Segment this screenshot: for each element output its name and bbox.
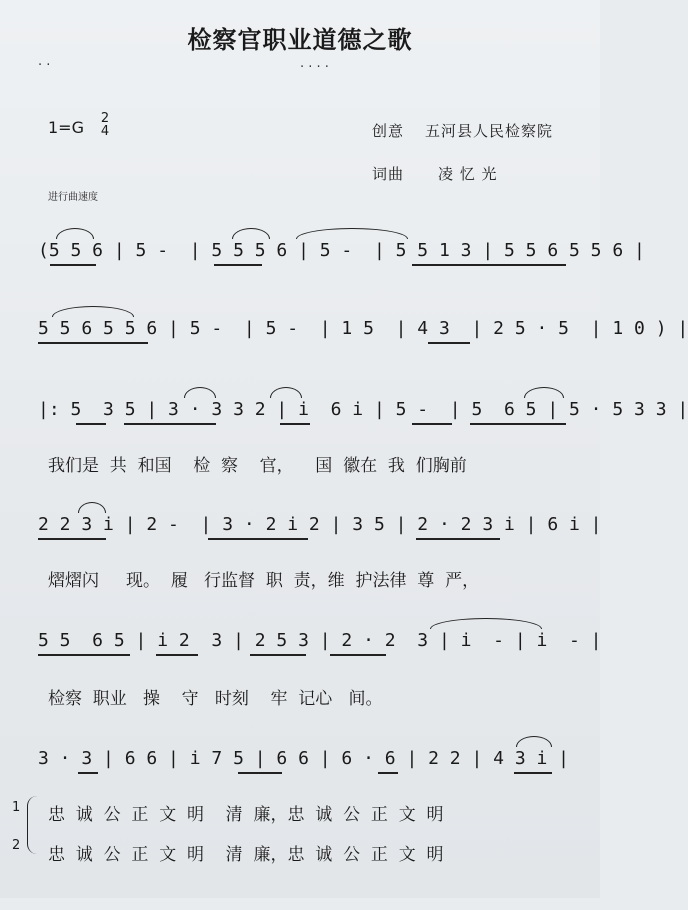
slur [56, 228, 94, 239]
beam [76, 423, 106, 425]
slur [516, 736, 552, 747]
tempo-marking: 进行曲速度 [48, 192, 98, 203]
lyric-line-verse1: 忠 诚 公 正 文 明 清 廉，忠 诚 公 正 文 明 [48, 805, 444, 825]
notation-row [38, 624, 602, 660]
slur [296, 228, 408, 239]
decor-dots: · · [38, 58, 51, 73]
notation-row [38, 393, 688, 429]
beam [428, 342, 470, 344]
lyric-line: 检察 职业 操 守 时刻 牢 记心 间。 [48, 689, 383, 709]
verse-number: 2 [12, 838, 21, 853]
decor-dots: · · · · [300, 60, 329, 75]
verse-number: 1 [12, 800, 21, 815]
beam [238, 772, 282, 774]
beam [38, 342, 148, 344]
beam [470, 423, 566, 425]
lyric-line-verse2: 忠 诚 公 正 文 明 清 廉，忠 诚 公 正 文 明 [48, 845, 444, 865]
lyricist-label: 词曲 [372, 165, 405, 183]
key-signature: 1=G [48, 118, 84, 137]
beam [124, 423, 216, 425]
beam [448, 264, 566, 266]
notation-row [38, 234, 645, 270]
notation-text: |: 5 3 5 | 3 · 3 3 2 | i 6 i | 5 - | 5 6 5 | 5 · 5 3 3 | [38, 399, 688, 420]
slur [430, 618, 542, 629]
beam [214, 264, 262, 266]
notation-row [38, 742, 572, 778]
verse-brace [27, 796, 38, 854]
notation-text: 2 2 3 i | 2 - | 3 · 2 i 2 | 3 5 | 2 · 2 3 i | 6 i | [38, 514, 602, 535]
beam [330, 654, 386, 656]
lyric-line: 我们是 共 和国 检 察 官， 国 徽在 我 们胸前 [48, 456, 467, 476]
beam [514, 772, 552, 774]
lyric-line: 熠熠闪 现。 履 行监督 职 责，维 护法律 尊 严， [48, 571, 480, 591]
slur [270, 387, 302, 398]
beam [50, 264, 96, 266]
beam [280, 423, 310, 425]
notation-row [38, 508, 602, 544]
time-signature: 2 4 [100, 111, 110, 139]
notation-text: 5 5 6 5 | i 2 3 | 2 5 3 | 2 · 2 3 | i - | i - | [38, 630, 602, 651]
beam [156, 654, 198, 656]
beam [416, 538, 500, 540]
notation-row [38, 312, 688, 348]
slur [524, 387, 564, 398]
beam [38, 654, 130, 656]
slur [78, 502, 106, 513]
beam [250, 654, 306, 656]
beam [208, 538, 308, 540]
beam [38, 538, 106, 540]
notation-text: (5 5 6 | 5 - | 5 5 5 6 | 5 - | 5 5 1 3 | 5 5 6 5 5 6 | [38, 240, 645, 261]
concept-value: 五河县人民检察院 [425, 122, 554, 140]
slur [184, 387, 216, 398]
notation-text: 5 5 6 5 5 6 | 5 - | 5 - | 1 5 | 4 3 | 2 5 · 5 | 1 0 ) | [38, 318, 688, 339]
beam [412, 423, 452, 425]
lyricist-value: 凌 忆 光 [438, 165, 498, 183]
slur [232, 228, 270, 239]
beam [378, 772, 398, 774]
concept-label: 创意 [372, 122, 405, 140]
song-title: 检察官职业道德之歌 [187, 26, 413, 54]
notation-text: 3 · 3 | 6 6 | i 7 5 | 6 6 | 6 · 6 | 2 2 | 4 3 i | [38, 748, 570, 769]
beam [78, 772, 98, 774]
